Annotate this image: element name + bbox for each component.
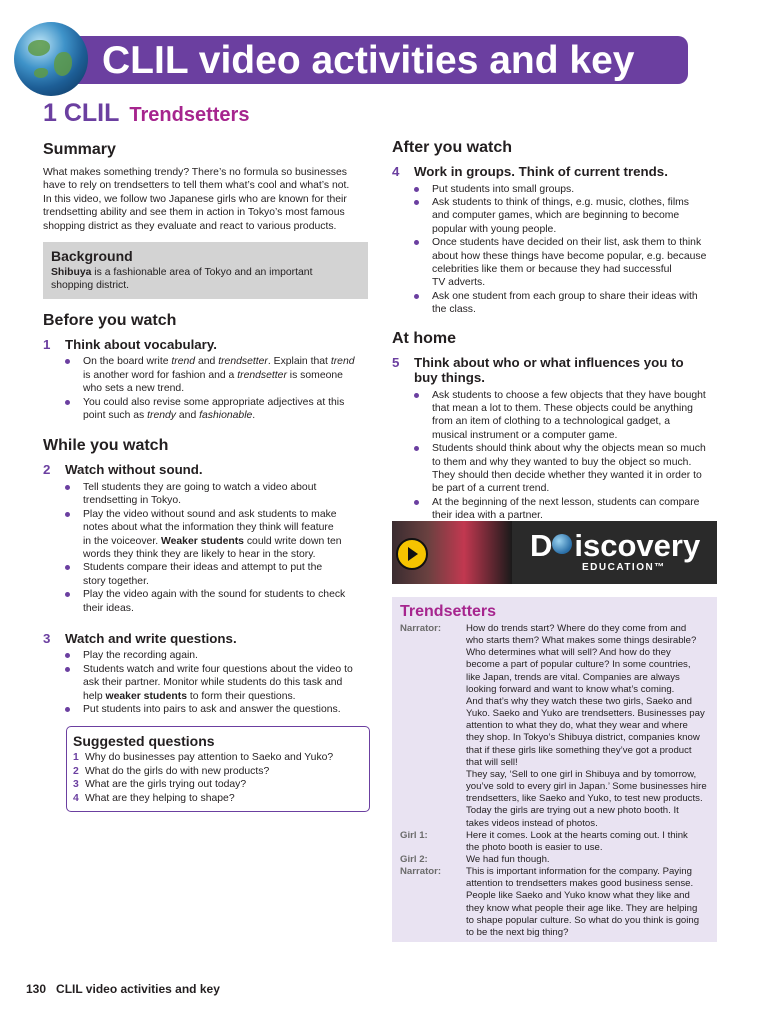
footer-text: CLIL video activities and key <box>56 982 220 996</box>
speaker-label <box>400 672 466 684</box>
transcript-line <box>400 659 709 671</box>
speech-text: attention to trendsetters makes good business sense. <box>466 878 694 890</box>
list-item: At the beginning of the next lesson, students can compare their idea with a partner. <box>432 496 717 523</box>
speech-text: takes videos instead of photos. <box>466 817 598 829</box>
speech-text: you’ve sold to every girl in Japan.’ Some businesses hire <box>466 781 707 793</box>
list-item: Tell students they are going to watch a video about trendsetting in Tokyo. <box>83 481 368 508</box>
speaker-label <box>400 757 466 769</box>
speech-text: Today the girls are trying out a new photo booth. It <box>466 805 679 817</box>
transcript-line <box>400 732 709 744</box>
speaker-label <box>400 915 466 927</box>
left-column <box>43 140 368 812</box>
speaker-label <box>400 647 466 659</box>
after-heading: After you watch <box>392 139 513 156</box>
activity-1: 1 Think about vocabulary. <box>43 336 217 352</box>
speech-text: like Japan, trends are vital. Companies are always <box>466 671 680 683</box>
question-item: 4 What are they helping to shape? <box>73 792 235 804</box>
list-item: Play the video without sound and ask students to make notes about what the information they think will feature in the voiceover. Weaker students could write down ten words they think they are likely to hear in the story. <box>83 508 368 562</box>
transcript-line <box>400 805 709 817</box>
transcript-line <box>400 927 709 939</box>
globe-icon <box>14 22 88 96</box>
unit-subtitle: Trendsetters <box>129 104 250 126</box>
speaker-label <box>400 903 466 915</box>
page-footer <box>26 982 220 996</box>
speaker-label <box>400 818 466 830</box>
list-item: Once students have decided on their list, ask them to think about how these things have become popular, e.g. because celebrities like them or because they had successful TV adverts. <box>432 236 717 290</box>
transcript-heading: Trendsetters <box>400 603 497 620</box>
transcript-line <box>400 647 709 659</box>
activity-3-list <box>43 649 368 716</box>
speaker-label <box>400 720 466 732</box>
discovery-education-label: EDUCATION™ <box>582 562 666 573</box>
home-heading: At home <box>392 329 456 347</box>
question-item: 1 Why do businesses pay attention to Saeko and Yuko? <box>73 752 334 764</box>
speech-text: Who determines what will sell? And how do they <box>466 647 671 659</box>
list-item: Play the recording again. <box>83 649 368 662</box>
discovery-logo: D iscovery <box>530 528 701 563</box>
speech-text: trendsetters, like Saeko and Yuko, to test new products. <box>466 793 703 805</box>
activity-1-list <box>43 355 368 422</box>
list-item: Play the video again with the sound for students to check their ideas. <box>83 588 368 615</box>
speech-text: the photo booth is easier to use. <box>466 841 603 853</box>
speech-text: that if these girls like something they’ve got a product <box>466 744 692 756</box>
speech-text: Yuko. Saeko and Yuko are trendsetters. Businesses pay <box>466 708 705 720</box>
speech-text: that will sell! <box>466 756 518 768</box>
speaker-label <box>400 732 466 744</box>
speech-text: We had fun though. <box>466 853 550 865</box>
activity-2: 2 Watch without sound. <box>43 462 203 478</box>
transcript-line <box>400 708 709 720</box>
speech-text: to be the next big thing? <box>466 926 569 938</box>
globe-icon <box>552 534 572 554</box>
transcript-line <box>400 745 709 757</box>
speech-text: to shape popular culture. So what do you think is going <box>466 914 700 926</box>
transcript-line <box>400 672 709 684</box>
transcript-line <box>400 623 709 635</box>
summary-text: What makes something trendy? There’s no formula so businesses have to rely on trendsetters to tell them what’s cool and what’s not. In this video, we follow two Japanese girls who are known for their trendsetting ability and see them in action in Tokyo’s most famous shopping district as they evaluate and react to various products. <box>43 167 350 232</box>
activity-4-list <box>392 183 717 317</box>
speech-text: Here it comes. Look at the hearts coming out. I think <box>466 829 688 841</box>
speaker-label: Girl 1: <box>400 829 428 841</box>
transcript-line <box>400 890 709 902</box>
transcript-line <box>400 720 709 732</box>
speaker-label <box>400 878 466 890</box>
speaker-label <box>400 708 466 720</box>
suggested-questions-heading: Suggested questions <box>73 733 215 750</box>
list-item: Put students into small groups. <box>432 183 717 196</box>
transcript-line <box>400 635 709 647</box>
speaker-label <box>400 842 466 854</box>
background-heading: Background <box>51 248 133 265</box>
speaker-label <box>400 745 466 757</box>
activity-2-list <box>43 481 368 615</box>
list-item: Ask students to think of things, e.g. music, clothes, films and computer games, which are beginning to become popular with young people. <box>432 196 717 236</box>
transcript-line <box>400 793 709 805</box>
speech-text: looking forward and want to know what’s coming. <box>466 683 675 695</box>
transcript-line <box>400 866 709 878</box>
transcript-line <box>400 903 709 915</box>
transcript-line <box>400 757 709 769</box>
list-item: You could also revise some appropriate adjectives at this point such as trendy and fashionable. <box>83 396 368 423</box>
unit-heading <box>43 99 249 128</box>
speaker-label <box>400 659 466 671</box>
speech-text: who starts them? What makes some things desirable? <box>466 635 697 647</box>
speaker-label <box>400 805 466 817</box>
while-heading: While you watch <box>43 437 169 455</box>
speech-text: And that’s why they watch these two girls, Saeko and <box>466 695 692 707</box>
speech-text: become a part of popular culture? In some countries, <box>466 659 691 671</box>
speaker-label <box>400 684 466 696</box>
speaker-label <box>400 890 466 902</box>
transcript-line <box>400 769 709 781</box>
speech-text: They say, ‘Sell to one girl in Shibuya and by tomorrow, <box>466 768 697 780</box>
transcript-line <box>400 830 709 842</box>
background-box <box>43 242 368 299</box>
speech-text: they know what people their age like. They are helping <box>466 902 698 914</box>
speaker-label: Narrator: <box>400 866 442 878</box>
speaker-label <box>400 793 466 805</box>
list-item: Ask one student from each group to share their ideas with the class. <box>432 290 717 317</box>
right-column <box>392 138 717 523</box>
activity-3: 3 Watch and write questions. <box>43 630 237 646</box>
list-item: Students watch and write four questions about the video to ask their partner. Monitor while students do this task and help weaker students to form their questions. <box>83 663 368 703</box>
list-item: Students compare their ideas and attempt to put the story together. <box>83 561 368 588</box>
speaker-label <box>400 769 466 781</box>
transcript-line <box>400 878 709 890</box>
list-item: Put students into pairs to ask and answer the questions. <box>83 703 368 716</box>
transcript-lines <box>400 623 709 939</box>
speech-text: they shop. In Tokyo’s Shibuya district, companies know <box>466 732 700 744</box>
question-item: 3 What are the girls trying out today? <box>73 779 247 791</box>
speaker-label <box>400 696 466 708</box>
question-item: 2 What do the girls do with new products? <box>73 765 270 777</box>
speech-text: This is important information for the company. Paying <box>466 866 692 878</box>
list-item: On the board write trend and trendsetter. Explain that trend is another word for fashion and a trendsetter is someone who sets a new trend. <box>83 355 368 395</box>
transcript-line <box>400 915 709 927</box>
summary-heading: Summary <box>43 141 116 158</box>
speaker-label <box>400 635 466 647</box>
activity-5: 5 Think about who or what influences you to buy things. <box>392 354 684 386</box>
speech-text: People like Saeko and Yuko know what they like and <box>466 890 690 902</box>
play-icon[interactable] <box>396 538 428 570</box>
transcript-line <box>400 781 709 793</box>
activity-5-list <box>392 389 717 523</box>
speaker-label <box>400 927 466 939</box>
transcript-line <box>400 842 709 854</box>
page-number: 130 <box>26 982 47 996</box>
transcript-line <box>400 818 709 830</box>
page-title: CLIL video activities and key <box>102 39 635 82</box>
transcript-line <box>400 854 709 866</box>
background-text: Shibuya is a fashionable area of Tokyo and an important shopping district. <box>51 267 313 292</box>
speech-text: attention to what they do, what they wear and where <box>466 720 688 732</box>
transcript-box <box>392 597 717 942</box>
video-banner[interactable] <box>392 521 717 584</box>
transcript-line <box>400 696 709 708</box>
suggested-questions-box <box>66 726 370 812</box>
list-item: Ask students to choose a few objects that they have bought that mean a lot to them. These objects could be anything from an item of clothing to a technological gadget, a musical instrument or a computer game. <box>432 389 717 443</box>
speaker-label <box>400 781 466 793</box>
activity-4: 4 Work in groups. Think of current trends. <box>392 164 668 179</box>
speaker-label: Narrator: <box>400 623 442 634</box>
transcript-line <box>400 684 709 696</box>
speech-text: How do trends start? Where do they come from and <box>466 623 687 634</box>
speaker-label: Girl 2: <box>400 853 428 865</box>
unit-number: 1 CLIL <box>43 99 120 127</box>
before-heading: Before you watch <box>43 311 177 329</box>
list-item: Students should think about why the objects mean so much to them and why they wanted to buy the object so much. They should then decide whether they wanted it in order to be part of a current trend. <box>432 442 717 496</box>
